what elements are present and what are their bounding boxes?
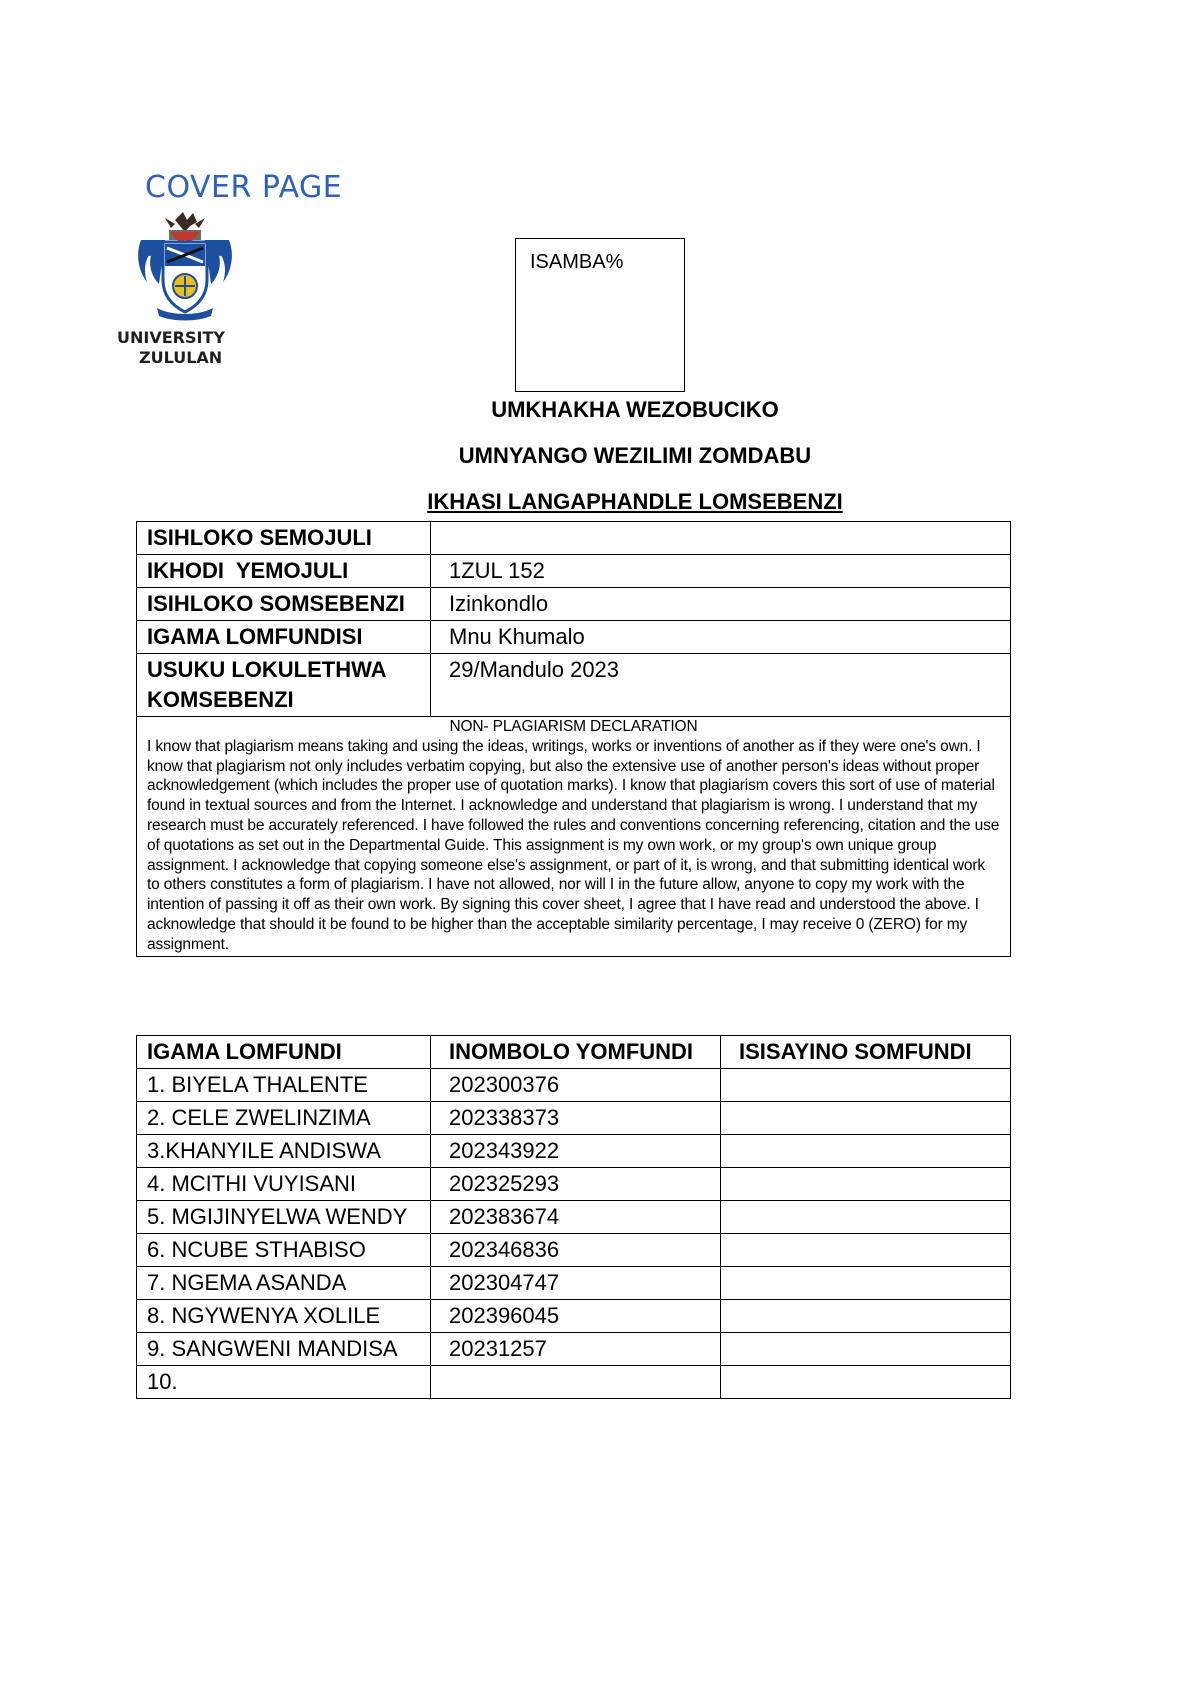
cover-title: COVER PAGE [145,170,343,205]
student-table [136,1035,1011,1399]
table-row [137,522,1011,555]
table-row [137,1135,1011,1168]
student-name: 2. CELE ZWELINZIMA [137,1102,431,1135]
student-signature[interactable] [721,1102,1011,1135]
student-signature[interactable] [721,1234,1011,1267]
university-logo [115,210,235,365]
table-row [137,1333,1011,1366]
student-signature[interactable] [721,1201,1011,1234]
header-student-name: IGAMA LOMFUNDI [137,1036,431,1069]
student-number: 202346836 [431,1234,721,1267]
student-number: 202325293 [431,1168,721,1201]
due-date-value: 29/Mandulo 2023 [431,654,1011,717]
student-name: 10. [137,1366,431,1399]
student-number: 202304747 [431,1267,721,1300]
info-table [136,521,1011,957]
student-table-header [137,1036,1011,1069]
mark-box-label: ISAMBA% [530,251,624,273]
declaration-text: I know that plagiarism means taking and using the ideas, writings, works or inventions of another as if they were one's own. I know that plagiarism not only includes verbatim copying, but also the extensive use of another person's ideas without proper acknowledgement (which includes the proper use of quotation marks). I know that plagiarism covers this sort of use of material found in textual sources and from the Internet. I acknowledge and understand that plagiarism is wrong. I understand that my research must be accurately referenced. I have followed the rules and conventions concerning referencing, citation and the use of quotations as set out in the Departmental Guide. This assignment is my own work, or my group's own unique group assignment. I acknowledge that copying someone else's assignment, or part of it, is wrong, and that submitting identical work to others constitutes a form of plagiarism. I have not allowed, nor will I in the future allow, anyone to copy my work with the intention of passing it off as their own work. By signing this cover sheet, I agree that I have read and understood the above. I acknowledge that should it be found to be higher than the acceptable similarity percentage, I may receive 0 (ZERO) for my assignment. [147,737,1000,953]
assignment-title-value: Izinkondlo [431,588,1011,621]
table-row [137,1201,1011,1234]
faculty-heading: UMKHAKHA WEZOBUCIKO [491,397,779,422]
table-row [137,717,1011,957]
mark-box [515,238,685,392]
declaration-cell [137,717,1011,957]
logo-line-2: ZULULAN [139,348,223,367]
table-row [137,1168,1011,1201]
student-number: 202300376 [431,1069,721,1102]
page-title [0,489,1200,515]
student-name: 9. SANGWENI MANDISA [137,1333,431,1366]
lecturer-label: IGAMA LOMFUNDISI [137,621,431,654]
student-name: 7. NGEMA ASANDA [137,1267,431,1300]
student-number: 202338373 [431,1102,721,1135]
student-signature[interactable] [721,1300,1011,1333]
student-number: 202383674 [431,1201,721,1234]
department-heading: UMNYANGO WEZILIMI ZOMDABU [458,443,812,468]
assignment-title-label: ISIHLOKO SOMSEBENZI [137,588,431,621]
student-name: 4. MCITHI VUYISANI [137,1168,431,1201]
student-signature[interactable] [721,1366,1011,1399]
student-name: 3.KHANYILE ANDISWA [137,1135,431,1168]
lecturer-value: Mnu Khumalo [431,621,1011,654]
logo-wordmark [117,328,235,368]
student-signature[interactable] [721,1267,1011,1300]
student-number: 20231257 [431,1333,721,1366]
table-row [137,555,1011,588]
crest-icon [135,210,235,322]
table-row [137,1300,1011,1333]
header-student-signature: ISISAYINO SOMFUNDI [721,1036,1011,1069]
header-student-number: INOMBOLO YOMFUNDI [431,1036,721,1069]
student-number [431,1366,721,1399]
table-row [137,588,1011,621]
declaration-title: NON- PLAGIARISM DECLARATION [449,718,698,735]
student-name: 5. MGIJINYELWA WENDY [137,1201,431,1234]
table-row [137,1366,1011,1399]
student-signature[interactable] [721,1069,1011,1102]
table-row [137,1102,1011,1135]
student-signature[interactable] [721,1333,1011,1366]
table-row [137,1267,1011,1300]
table-row [137,1234,1011,1267]
module-code-value: 1ZUL 152 [431,555,1011,588]
student-name: 8. NGYWENYA XOLILE [137,1300,431,1333]
student-name: 1. BIYELA THALENTE [137,1069,431,1102]
module-title-value [431,522,1011,555]
student-signature[interactable] [721,1168,1011,1201]
student-number: 202396045 [431,1300,721,1333]
table-row [137,621,1011,654]
module-code-label: IKHODI YEMOJULI [137,555,431,588]
table-row [137,654,1011,717]
module-title-label: ISIHLOKO SEMOJULI [137,522,431,555]
logo-line-1: UNIVERSITY [117,328,225,347]
student-number: 202343922 [431,1135,721,1168]
page-title-text: IKHASI LANGAPHANDLE LOMSEBENZI [427,489,843,514]
student-signature[interactable] [721,1135,1011,1168]
student-name: 6. NCUBE STHABISO [137,1234,431,1267]
table-row [137,1069,1011,1102]
due-date-label: USUKU LOKULETHWA KOMSEBENZI [137,654,431,717]
